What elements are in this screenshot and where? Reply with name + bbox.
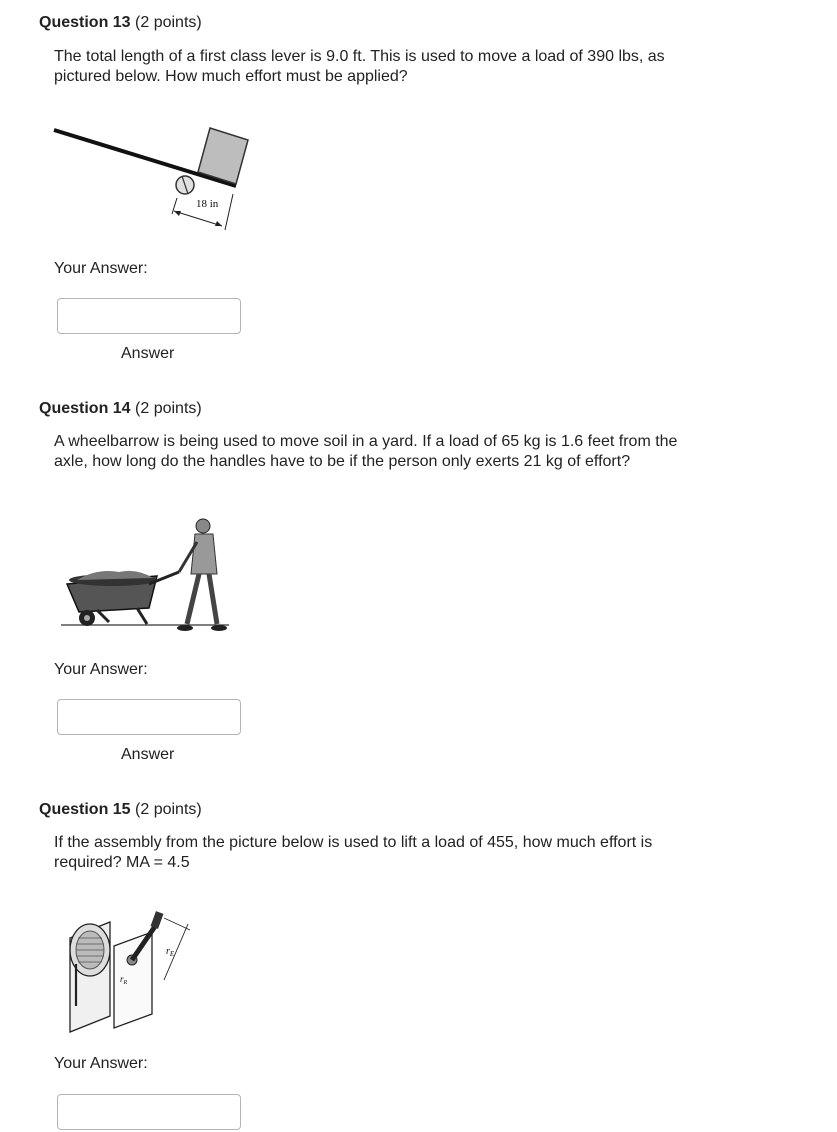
crank-handle: [151, 911, 164, 929]
question-points: (2 points): [135, 14, 202, 31]
question-15-text: If the assembly from the picture below is used to lift a load of 455, how much effort is required? MA = 4.5: [54, 834, 653, 871]
question-14-text: A wheelbarrow is being used to move soil in a yard. If a load of 65 kg is 1.6 feet from the axle, how long do the handles have to be if the person only exerts 21 kg of effort?: [54, 433, 678, 470]
question-13-text: The total length of a first class lever is 9.0 ft. This is used to move a load of 390 lbs, as pictured below. How much effort must be applied?: [54, 48, 665, 85]
question-points: (2 points): [135, 801, 202, 818]
question-14-header: [39, 400, 202, 418]
answer-caption: Answer: [121, 746, 175, 763]
your-answer-label: Your Answer:: [54, 1055, 148, 1072]
answer-input-13[interactable]: [57, 298, 241, 334]
person-head: [196, 519, 210, 533]
dimension-label: 18 in: [196, 198, 219, 210]
dimension-line: [174, 211, 222, 226]
wheelbarrow-image: [57, 512, 233, 640]
effort-radius-label: $r_E$: [166, 946, 175, 958]
question-13-header: [39, 14, 202, 32]
your-answer-label: Your Answer:: [54, 661, 148, 678]
question-number: Question 14: [39, 400, 131, 417]
resistance-radius-label: $r_R$: [120, 974, 128, 986]
question-points: (2 points): [135, 400, 202, 417]
question-number: Question 15: [39, 801, 131, 818]
winch-diagram: [60, 908, 195, 1036]
answer-caption: Answer: [121, 345, 175, 362]
answer-input-14[interactable]: [57, 699, 241, 735]
lever-diagram: [50, 118, 260, 240]
answer-input-15[interactable]: [57, 1094, 241, 1130]
question-15-header: [39, 801, 202, 819]
question-number: Question 13: [39, 14, 131, 31]
your-answer-label: Your Answer:: [54, 260, 148, 277]
